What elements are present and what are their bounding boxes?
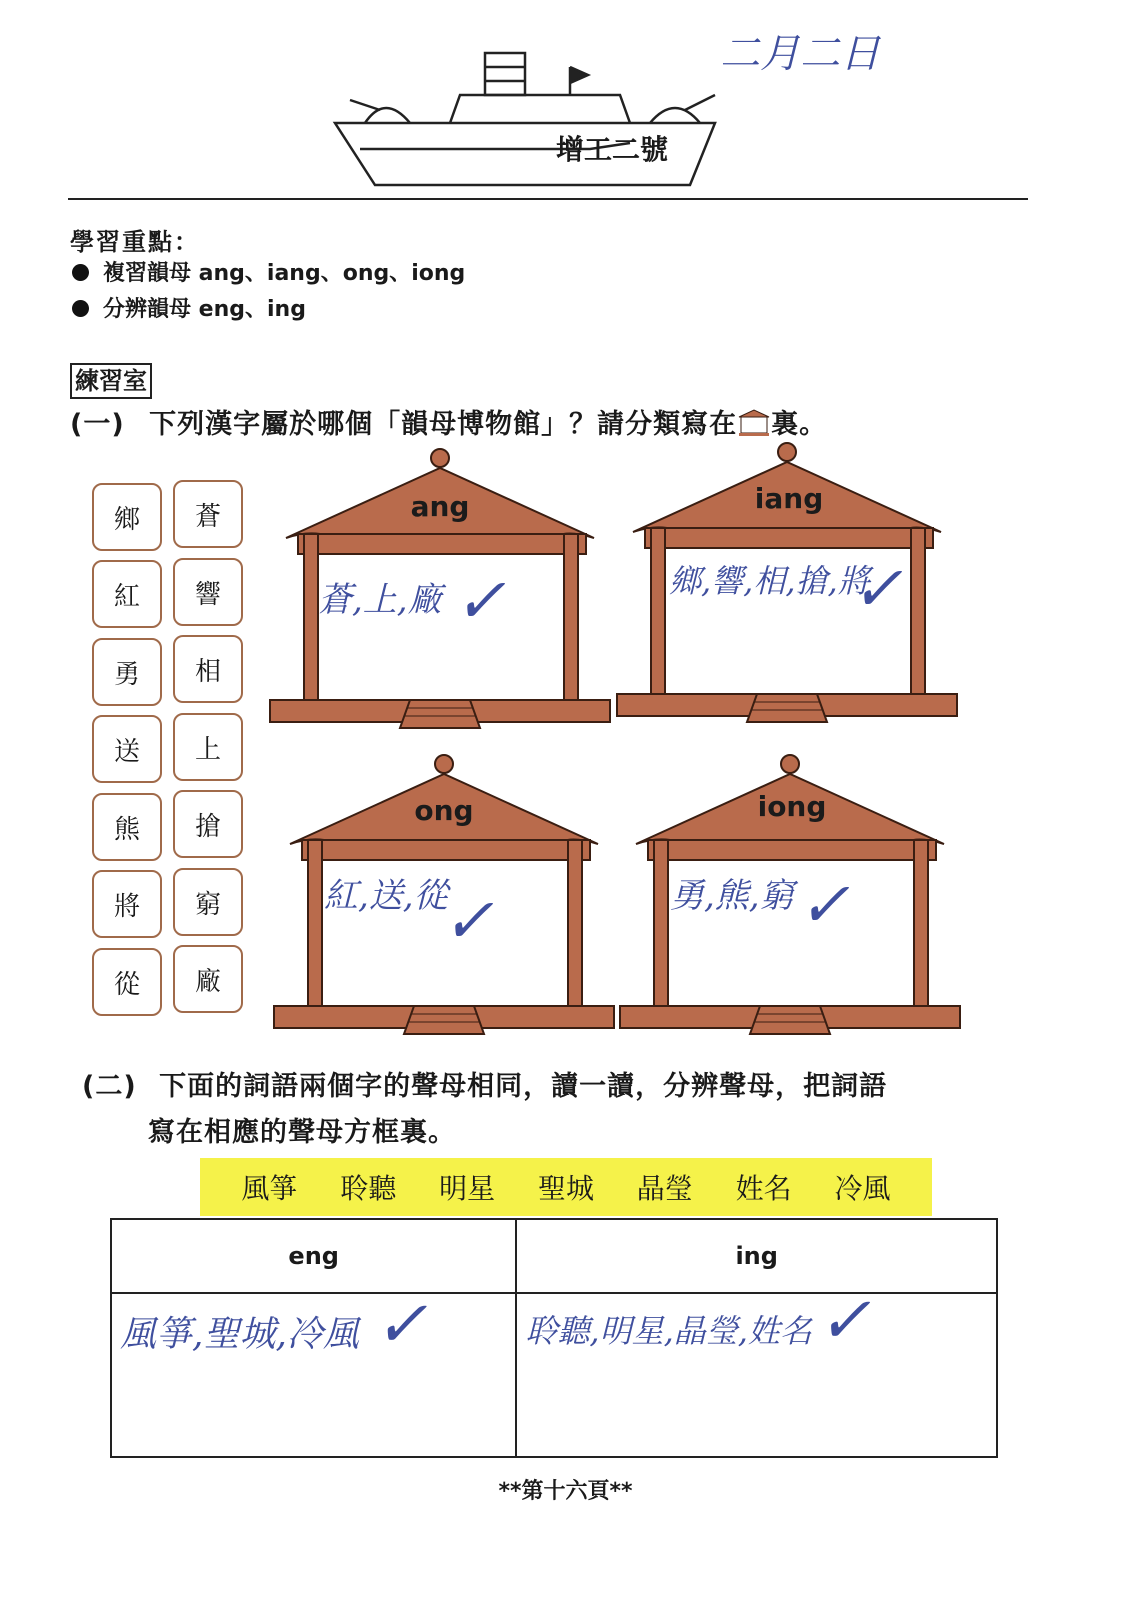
character-card: 從 bbox=[92, 948, 162, 1016]
word-item: 晶瑩 bbox=[636, 1172, 693, 1205]
checkmark-icon: ✓ bbox=[442, 884, 494, 957]
word-item: 聆聽 bbox=[340, 1172, 397, 1205]
section-label: 練習室 bbox=[70, 363, 152, 399]
character-card: 熊 bbox=[92, 793, 162, 861]
bullet-icon bbox=[72, 264, 89, 281]
question-2-line-2: 寫在相應的聲母方框裏。 bbox=[148, 1117, 456, 1148]
hall-label: ong bbox=[414, 794, 474, 827]
museum-hall-ang bbox=[268, 446, 613, 740]
character-card: 紅 bbox=[92, 560, 162, 628]
character-card: 蒼 bbox=[173, 480, 243, 548]
character-card: 響 bbox=[173, 558, 243, 626]
answer-cell-eng: 風箏,聖城,冷風 ✓ bbox=[111, 1293, 516, 1457]
hall-answer: 蒼,上,廠 bbox=[318, 580, 442, 620]
answer-cell-ing: 聆聽,明星,晶瑩,姓名 ✓ bbox=[516, 1293, 997, 1457]
table-header-eng: eng bbox=[111, 1219, 516, 1293]
header-divider bbox=[68, 198, 1028, 200]
question-2: (二) 下面的詞語兩個字的聲母相同，讀一讀，分辨聲母，把詞語 bbox=[82, 1071, 888, 1102]
character-card: 搶 bbox=[173, 790, 243, 858]
question-1: (一) 下列漢字屬於哪個「韻母博物館」？請分類寫在 裏。 bbox=[70, 409, 828, 440]
ship-label: 增工二號 bbox=[556, 133, 669, 166]
hall-answer: 紅,送,從 bbox=[324, 876, 448, 916]
hall-label: iong bbox=[757, 790, 827, 823]
hall-answer: 勇,熊,窮 bbox=[670, 876, 794, 916]
word-item: 冷風 bbox=[834, 1172, 891, 1205]
hall-label: ang bbox=[410, 490, 470, 523]
checkmark-icon: ✓ bbox=[798, 868, 850, 941]
mini-hall-icon bbox=[737, 409, 771, 437]
word-bank bbox=[200, 1158, 932, 1216]
word-item: 姓名 bbox=[735, 1172, 792, 1205]
character-card: 鄉 bbox=[92, 483, 162, 551]
key-points-title: 學習重點： bbox=[70, 228, 200, 256]
word-item: 明星 bbox=[439, 1172, 496, 1205]
handwritten-date: 二月二日 bbox=[720, 31, 880, 77]
character-card: 上 bbox=[173, 713, 243, 781]
museum-hall-ong bbox=[272, 752, 617, 1046]
checkmark-icon: ✓ bbox=[851, 552, 903, 625]
character-card: 送 bbox=[92, 715, 162, 783]
checkmark-icon: ✓ bbox=[374, 1288, 428, 1362]
checkmark-icon: ✓ bbox=[454, 564, 506, 637]
answer-table bbox=[110, 1218, 998, 1458]
table-header-ing: ing bbox=[516, 1219, 997, 1293]
ship-illustration bbox=[330, 45, 730, 195]
character-card: 將 bbox=[92, 870, 162, 938]
checkmark-icon: ✓ bbox=[817, 1284, 872, 1358]
character-card: 相 bbox=[173, 635, 243, 703]
character-card: 廠 bbox=[173, 945, 243, 1013]
key-point-item: 複習韻母 ang、iang、ong、iong bbox=[72, 256, 465, 287]
character-card: 勇 bbox=[92, 638, 162, 706]
word-item: 風箏 bbox=[241, 1172, 298, 1205]
hall-answer: 鄉,響,相,搶,將 bbox=[669, 562, 870, 600]
key-point-item: 分辨韻母 eng、ing bbox=[72, 292, 306, 323]
museum-hall-iang bbox=[615, 440, 960, 734]
hall-label: iang bbox=[754, 482, 824, 515]
page-footer: **第十六頁** bbox=[498, 1479, 633, 1504]
bullet-icon bbox=[72, 300, 89, 317]
word-item: 聖城 bbox=[537, 1172, 594, 1205]
museum-hall-iong bbox=[618, 752, 963, 1046]
character-card: 窮 bbox=[173, 868, 243, 936]
